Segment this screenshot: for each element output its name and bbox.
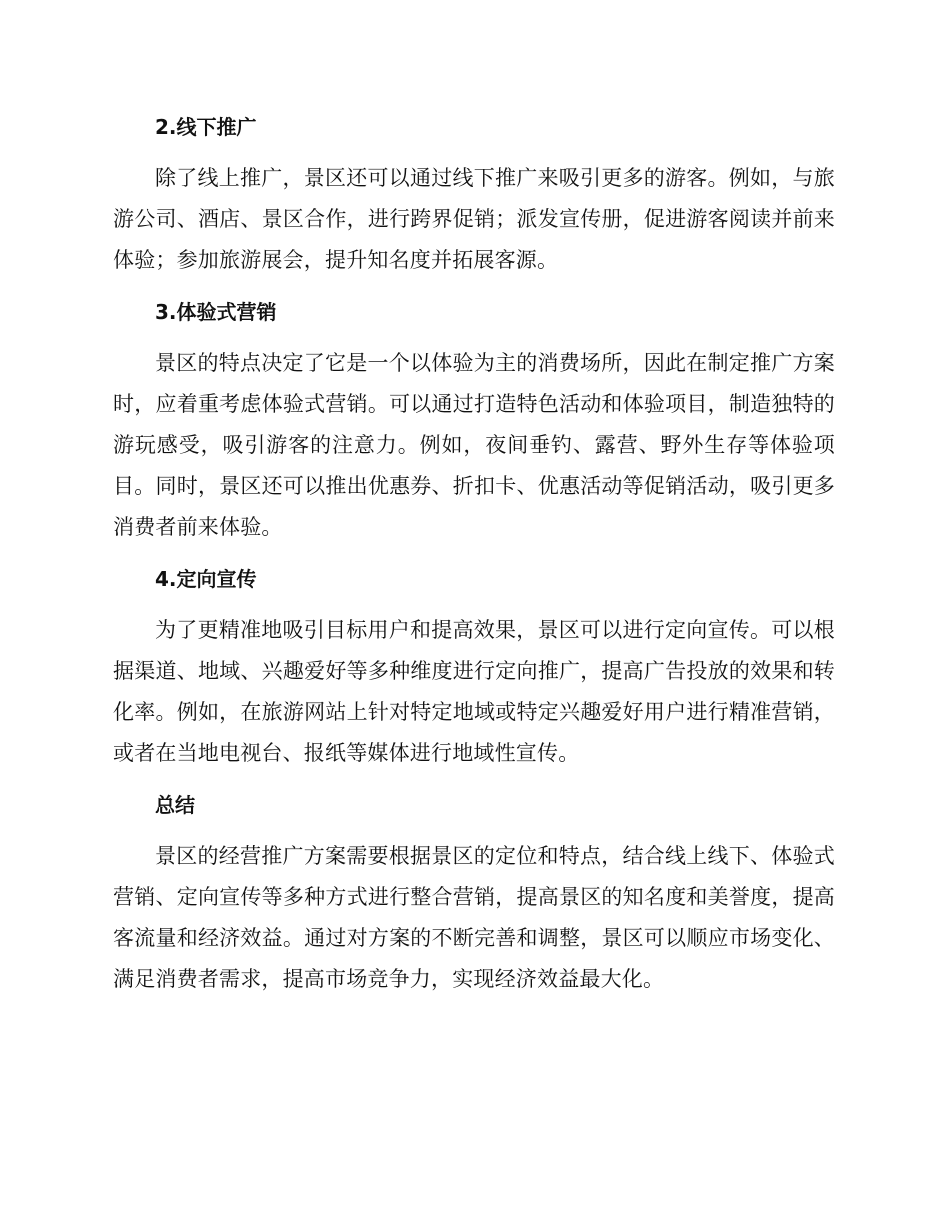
section-heading-summary: 总结 (155, 793, 195, 817)
section-paragraph-experiential-marketing: 景区的特点决定了它是一个以体验为主的消费场所，因此在制定推广方案时，应着重考虑体验式营销。可以通过打造特色活动和体验项目，制造独特的游玩感受，吸引游客的注意力。例如，夜间垂钓、露营、野外生存等体验项目。同时，景区还可以推出优惠券、折扣卡、优惠活动等促销活动，吸引更多消费者前来体验。 (113, 351, 835, 539)
section-heading-offline-promotion: 2.线下推广 (155, 115, 257, 139)
section-paragraph-summary: 景区的经营推广方案需要根据景区的定位和特点，结合线上线下、体验式营销、定向宣传等多种方式进行整合营销，提高景区的知名度和美誉度，提高客流量和经济效益。通过对方案的不断完善和调整，景区可以顺应市场变化、满足消费者需求，提高市场竞争力，实现经济效益最大化。 (113, 844, 835, 991)
section-heading-targeted-publicity: 4.定向宣传 (155, 567, 257, 591)
section-heading-experiential-marketing: 3.体验式营销 (155, 300, 277, 324)
section-paragraph-targeted-publicity: 为了更精准地吸引目标用户和提高效果，景区可以进行定向宣传。可以根据渠道、地域、兴趣爱好等多种维度进行定向推广，提高广告投放的效果和转化率。例如，在旅游网站上针对特定地域或特定兴趣爱好用户进行精准营销，或者在当地电视台、报纸等媒体进行地域性宣传。 (113, 618, 835, 765)
document-body (113, 110, 835, 1000)
section-paragraph-offline-promotion: 除了线上推广，景区还可以通过线下推广来吸引更多的游客。例如，与旅游公司、酒店、景区合作，进行跨界促销；派发宣传册，促进游客阅读并前来体验；参加旅游展会，提升知名度并拓展客源。 (113, 166, 835, 272)
